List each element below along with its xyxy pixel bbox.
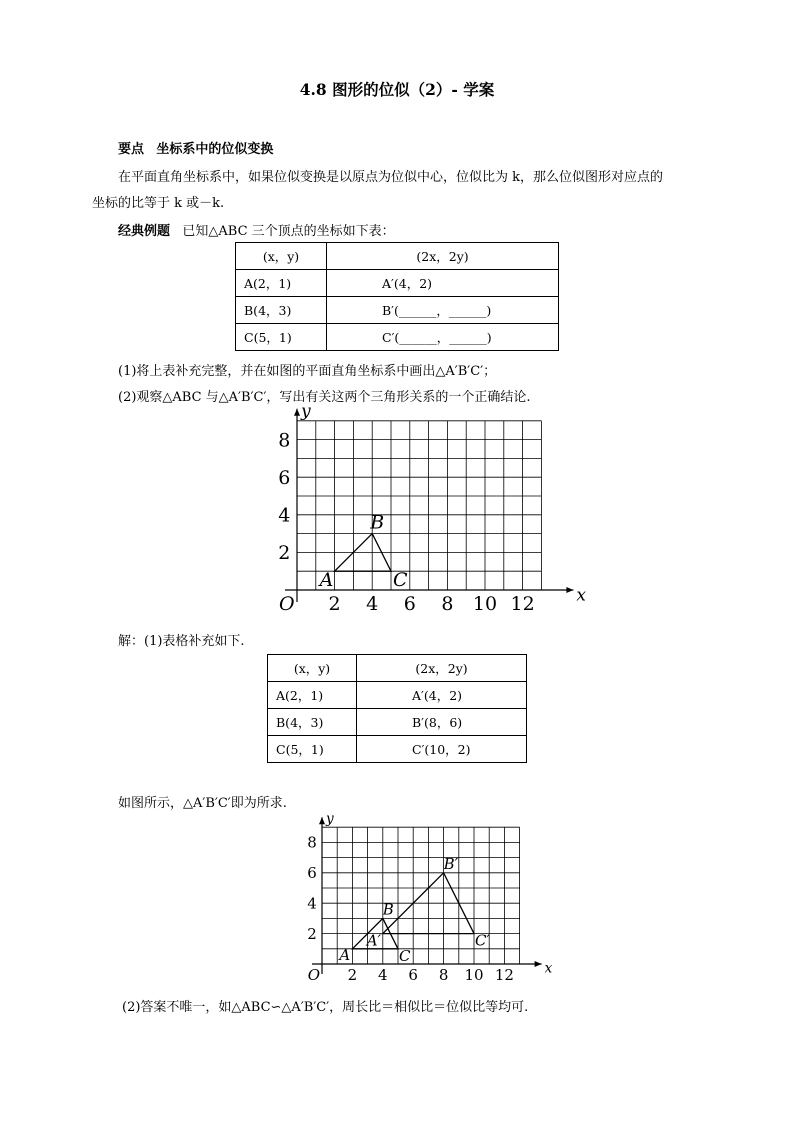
table-row bbox=[268, 682, 527, 709]
table-header-cell: (2x，2y) bbox=[327, 243, 559, 270]
vertex-label: C bbox=[399, 946, 411, 965]
table-row bbox=[268, 736, 527, 763]
table-cell: B′(______，______) bbox=[327, 297, 559, 324]
vertex-label: A bbox=[319, 569, 334, 592]
key-point-label: 要点 bbox=[118, 142, 145, 157]
vertex-label: A bbox=[339, 945, 351, 964]
x-tick-label: 8 bbox=[438, 965, 449, 984]
y-tick-label: 8 bbox=[307, 833, 317, 852]
vertex-label: B bbox=[382, 900, 394, 919]
page-title: 4.8 图形的位似（2）- 学案 bbox=[299, 80, 495, 99]
table-cell: A(2，1) bbox=[236, 270, 327, 297]
key-point-heading: 坐标系中的位似变换 bbox=[156, 142, 274, 157]
table-cell: B′(8，6) bbox=[357, 709, 527, 736]
x-axis-label: x bbox=[576, 585, 587, 606]
solution-conclusion: (2)答案不唯一，如△ABC∽△A′B′C′，周长比＝相似比＝位似比等均可. bbox=[122, 1000, 529, 1015]
solution-table bbox=[267, 654, 527, 763]
vertex-label: B′ bbox=[443, 854, 459, 873]
table-cell: A(2，1) bbox=[268, 682, 357, 709]
y-axis-label: y bbox=[326, 811, 334, 828]
x-tick-label: 8 bbox=[441, 592, 454, 615]
table-cell: C(5，1) bbox=[268, 736, 357, 763]
y-tick-label: 2 bbox=[307, 924, 317, 943]
origin-label: O bbox=[307, 965, 321, 984]
x-tick-label: 6 bbox=[408, 965, 418, 984]
table-cell: A′(4，2) bbox=[327, 270, 559, 297]
x-tick-label: 12 bbox=[494, 965, 514, 984]
table-header-row bbox=[236, 243, 559, 270]
table-header-row bbox=[268, 655, 527, 682]
key-point bbox=[118, 138, 273, 157]
x-tick-label: 12 bbox=[510, 592, 535, 615]
y-tick-label: 8 bbox=[278, 429, 291, 452]
y-tick-label: 4 bbox=[278, 504, 291, 527]
y-tick-label: 6 bbox=[307, 864, 317, 883]
table-cell: C′(______，______) bbox=[327, 324, 559, 351]
solution-coordinate-grid-chart bbox=[288, 811, 553, 984]
vertex-label: C′ bbox=[475, 931, 490, 950]
table-cell: B(4，3) bbox=[236, 297, 327, 324]
x-tick-label: 4 bbox=[378, 965, 388, 984]
question-2: (2)观察△ABC 与△A′B′C′，写出有关这两个三角形关系的一个正确结论. bbox=[118, 390, 531, 405]
x-tick-label: 6 bbox=[403, 592, 416, 615]
y-axis-arrow bbox=[319, 817, 325, 824]
table-cell: C(5，1) bbox=[236, 324, 327, 351]
table-cell: C′(10，2) bbox=[357, 736, 527, 763]
solution-intro: 解：(1)表格补充如下. bbox=[118, 634, 245, 649]
y-tick-label: 2 bbox=[278, 542, 291, 565]
x-axis-label: x bbox=[544, 960, 553, 977]
example-text: 已知△ABC 三个顶点的坐标如下表： bbox=[182, 224, 395, 239]
table-header-cell: (x，y) bbox=[236, 243, 327, 270]
table-header-cell: (x，y) bbox=[268, 655, 357, 682]
table-cell: A′(4，2) bbox=[357, 682, 527, 709]
coordinates-table bbox=[235, 242, 559, 351]
x-tick-label: 10 bbox=[464, 965, 484, 984]
vertex-label: A′ bbox=[366, 931, 382, 950]
x-tick-label: 10 bbox=[472, 592, 498, 615]
question-1: (1)将上表补充完整，并在如图的平面直角坐标系中画出△A′B′C′； bbox=[118, 364, 497, 379]
y-axis-arrow bbox=[294, 409, 300, 416]
x-tick-label: 2 bbox=[328, 592, 341, 615]
y-axis-label: y bbox=[301, 401, 311, 422]
origin-label: O bbox=[278, 592, 295, 615]
x-axis-arrow bbox=[535, 961, 542, 967]
y-tick-label: 4 bbox=[307, 894, 317, 913]
table-row bbox=[236, 297, 559, 324]
table-cell: B(4，3) bbox=[268, 709, 357, 736]
table-row bbox=[236, 324, 559, 351]
table-row bbox=[268, 709, 527, 736]
example-label: 经典例题 bbox=[118, 224, 171, 239]
x-tick-label: 2 bbox=[347, 965, 358, 984]
table-header-cell: (2x，2y) bbox=[357, 655, 527, 682]
x-tick-label: 4 bbox=[366, 592, 379, 615]
table-row bbox=[236, 270, 559, 297]
solution-figure-text: 如图所示，△A′B′C′即为所求. bbox=[118, 796, 287, 811]
vertex-label: C bbox=[393, 569, 408, 592]
y-tick-label: 6 bbox=[278, 466, 291, 489]
coordinate-grid-chart bbox=[255, 401, 587, 618]
intro-line-2: 坐标的比等于 k 或－k. bbox=[92, 196, 225, 211]
x-axis-arrow bbox=[566, 587, 573, 593]
vertex-label: B bbox=[370, 511, 385, 534]
example bbox=[118, 220, 395, 239]
intro-line-1: 在平面直角坐标系中，如果位似变换是以原点为位似中心，位似比为 k，那么位似图形对应点的 bbox=[118, 170, 664, 185]
